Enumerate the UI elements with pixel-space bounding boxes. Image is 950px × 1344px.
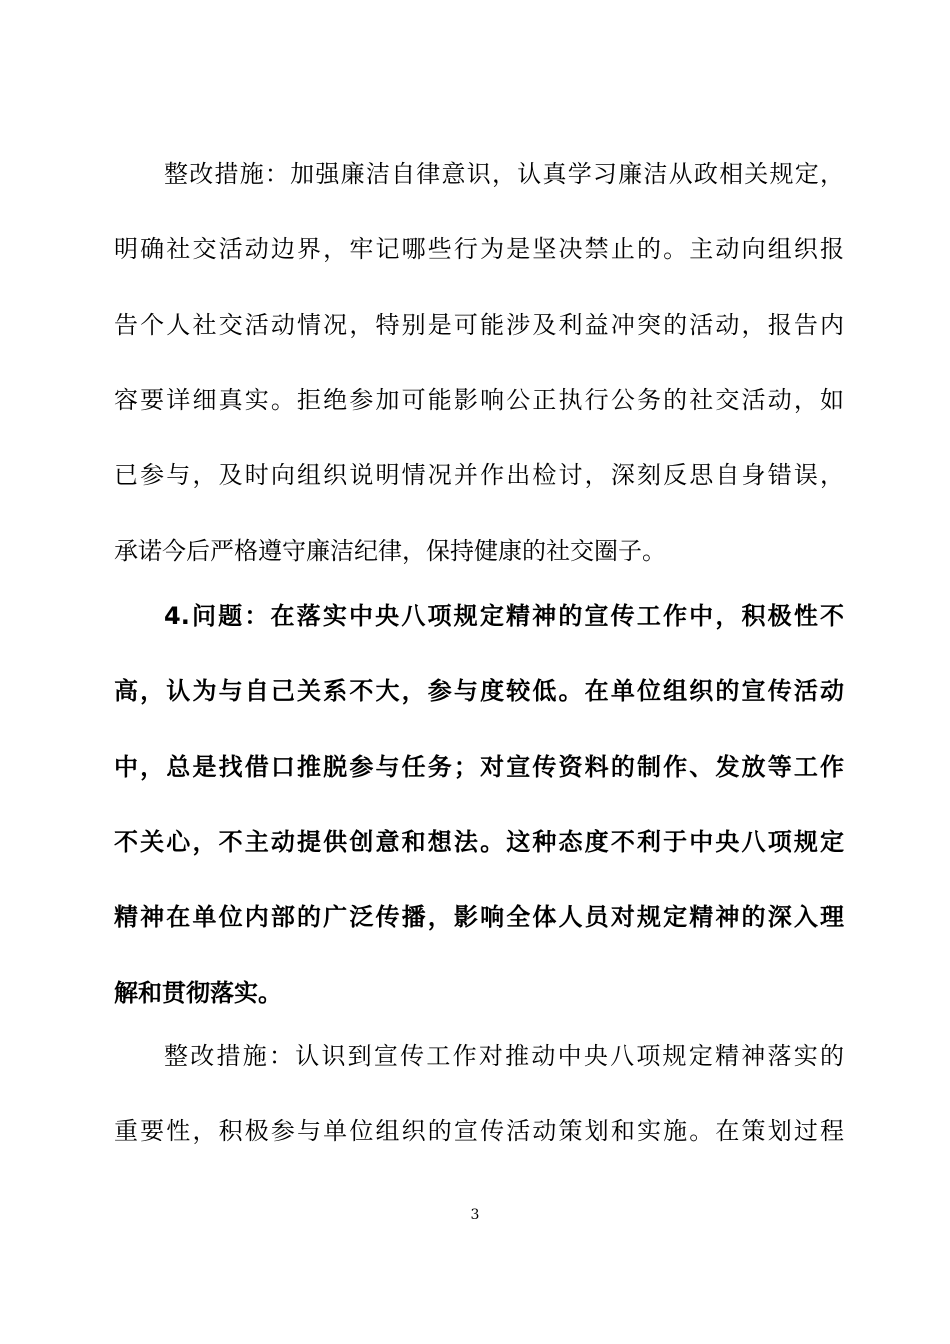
text-line: 容要详细真实。拒绝参加可能影响公正执行公务的社交活动，如 <box>114 386 844 414</box>
text-line: 4.问题：在落实中央八项规定精神的宣传工作中，积极性不 <box>164 602 844 630</box>
text-line: 承诺今后严格遵守廉洁纪律，保持健康的社交圈子。 <box>114 537 666 565</box>
text-line: 明确社交活动边界，牢记哪些行为是坚决禁止的。主动向组织报 <box>114 235 844 263</box>
text-line: 已参与，及时向组织说明情况并作出检讨，深刻反思自身错误， <box>114 461 844 489</box>
page-number: 3 <box>470 1207 480 1223</box>
text-line: 高，认为与自己关系不大，参与度较低。在单位组织的宣传活动 <box>114 677 844 705</box>
text-line: 中，总是找借口推脱参与任务；对宣传资料的制作、发放等工作 <box>114 753 844 781</box>
text-line: 解和贯彻落实。 <box>114 979 282 1007</box>
text-line: 整改措施：加强廉洁自律意识，认真学习廉洁从政相关规定， <box>164 160 844 188</box>
text-line: 精神在单位内部的广泛传播，影响全体人员对规定精神的深入理 <box>114 903 844 931</box>
text-line: 告个人社交活动情况，特别是可能涉及利益冲突的活动，报告内 <box>114 311 844 339</box>
text-line: 不关心，不主动提供创意和想法。这种态度不利于中央八项规定 <box>114 828 844 856</box>
text-line: 整改措施：认识到宣传工作对推动中央八项规定精神落实的 <box>164 1042 844 1070</box>
text-line: 重要性，积极参与单位组织的宣传活动策划和实施。在策划过程 <box>114 1117 844 1145</box>
